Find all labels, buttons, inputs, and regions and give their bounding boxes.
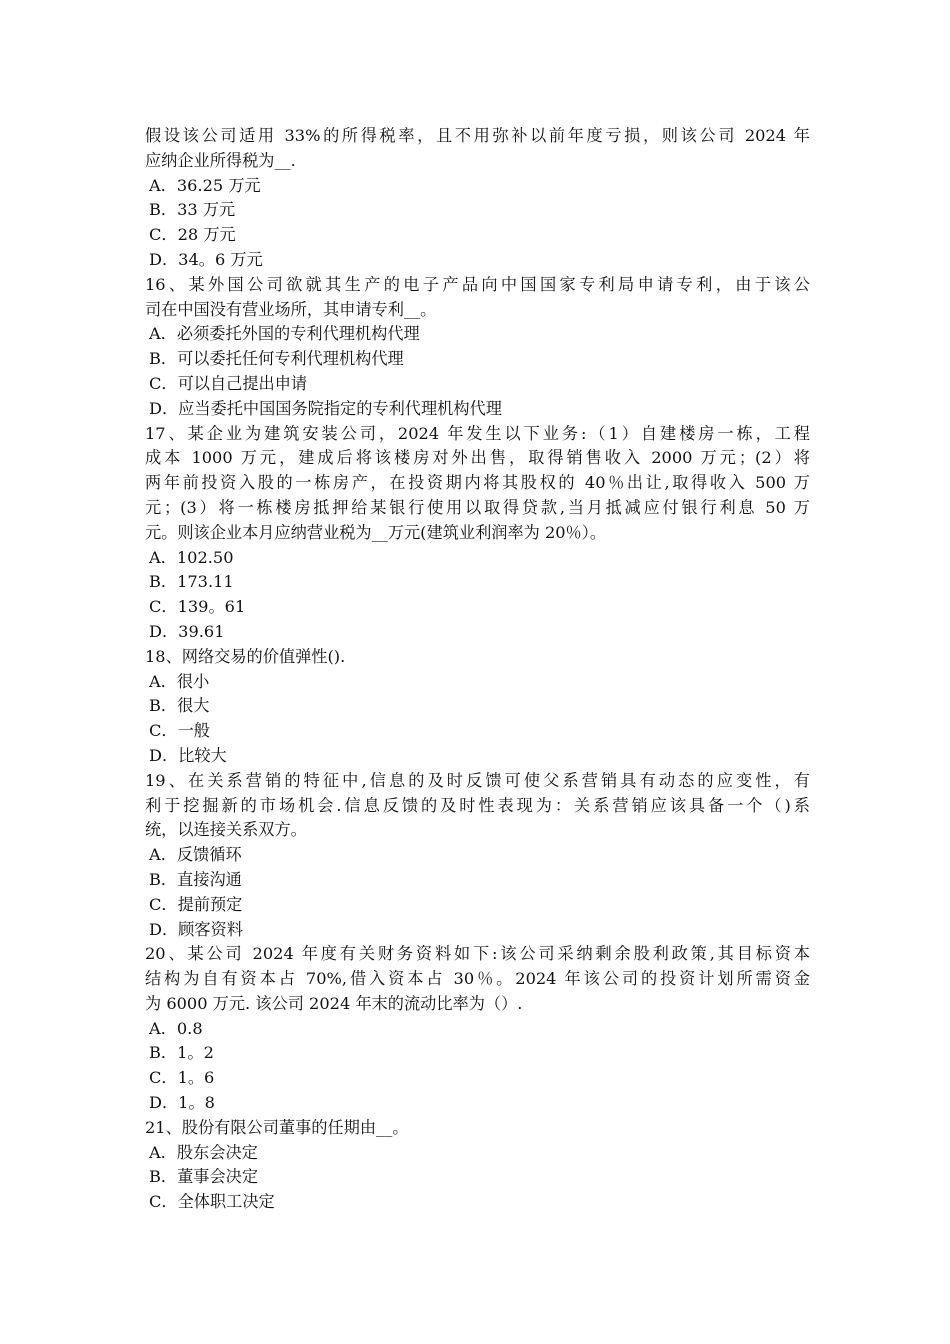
question-17-option-a: A．102.50 (149, 547, 234, 567)
question-17-text-line-1: 17、某企业为建筑安装公司，2024 年发生以下业务:（1）自建楼房一栋，工程 (145, 423, 810, 443)
question-17-option-c: C．139。61 (149, 597, 246, 617)
question-18-option-c: C．一般 (149, 721, 210, 741)
question-19-text-line-2: 利于挖掘新的市场机会.信息反馈的及时性表现为：关系营销应该具备一个（)系 (145, 795, 810, 815)
question-17-option-d: D．39.61 (149, 621, 225, 641)
question-20-option-d: D．1。8 (149, 1093, 215, 1113)
question-20-text-line-3: 为 6000 万元. 该公司 2024 年末的流动比率为（）. (145, 993, 523, 1013)
question-20-option-a: A．0.8 (149, 1018, 203, 1038)
question-20-option-b: B．1。2 (149, 1043, 214, 1063)
question-15-option-d: D．34。6 万元 (149, 249, 263, 269)
question-20-text-line-1: 20、某公司 2024 年度有关财务资料如下:该公司采纳剩余股利政策,其目标资本 (145, 944, 810, 964)
question-17-option-b: B．173.11 (149, 572, 234, 592)
question-15-text-line-2: 应纳企业所得税为__. (145, 150, 296, 170)
question-17-text-line-2: 成本 1000 万元，建成后将该楼房对外出售，取得销售收入 2000 万元；(2）将 (145, 448, 810, 468)
document-body (145, 124, 810, 1215)
question-19-option-b: B．直接沟通 (149, 869, 242, 889)
question-19-option-a: A．反馈循环 (149, 845, 242, 865)
question-16-text-line-2: 司在中国没有营业场所，其申请专利__。 (145, 299, 437, 319)
question-17-text-line-4: 元；(3）将一栋楼房抵押给某银行使用以取得贷款,当月抵减应付银行利息 50 万 (145, 497, 810, 517)
question-20-text-line-2: 结构为自有资本占 70%,借入资本占 30％。2024 年该公司的投资计划所需资金 (145, 969, 810, 989)
question-15-text-line-1: 假设该公司适用 33%的所得税率，且不用弥补以前年度亏损，则该公司 2024 年 (145, 126, 810, 145)
question-21-option-b: B．董事会决定 (149, 1167, 259, 1187)
question-21-text: 21、股份有限公司董事的任期由__。 (145, 1117, 409, 1137)
question-19-text-line-3: 统，以连接关系双方。 (145, 820, 307, 840)
question-18-option-b: B．很大 (149, 696, 210, 716)
question-19-text-line-1: 19、在关系营销的特征中,信息的及时反馈可使父系营销具有动态的应变性，有 (145, 770, 810, 790)
question-19-option-c: C．提前预定 (149, 894, 243, 914)
question-15-option-a: A．36.25 万元 (149, 175, 261, 195)
question-20-option-c: C．1。6 (149, 1068, 215, 1088)
question-15-option-c: C．28 万元 (149, 225, 236, 245)
question-16-text-line-1: 16、某外国公司欲就其生产的电子产品向中国国家专利局申请专利，由于该公 (145, 274, 810, 294)
question-16-option-c: C．可以自己提出申请 (149, 373, 308, 393)
question-21-option-a: A．股东会决定 (149, 1142, 258, 1162)
question-17-text-line-3: 两年前投资入股的一栋房产，在投资期内将其股权的 40％出让,取得收入 500 万 (145, 473, 810, 493)
question-16-option-d: D．应当委托中国国务院指定的专利代理机构代理 (149, 398, 502, 418)
question-18-option-a: A．很小 (149, 671, 210, 691)
question-15-option-b: B．33 万元 (149, 200, 236, 220)
question-19-option-d: D．顾客资料 (149, 919, 243, 939)
question-16-option-a: A．必须委托外国的专利代理机构代理 (149, 324, 420, 344)
question-17-text-line-5: 元。则该企业本月应纳营业税为__万元(建筑业利润率为 20％）。 (145, 522, 607, 542)
question-18-option-d: D．比较大 (149, 745, 227, 765)
question-18-text: 18、网络交易的价值弹性(). (145, 646, 346, 666)
question-16-option-b: B．可以委托任何专利代理机构代理 (149, 349, 404, 369)
question-21-option-c: C．全体职工决定 (149, 1192, 275, 1212)
